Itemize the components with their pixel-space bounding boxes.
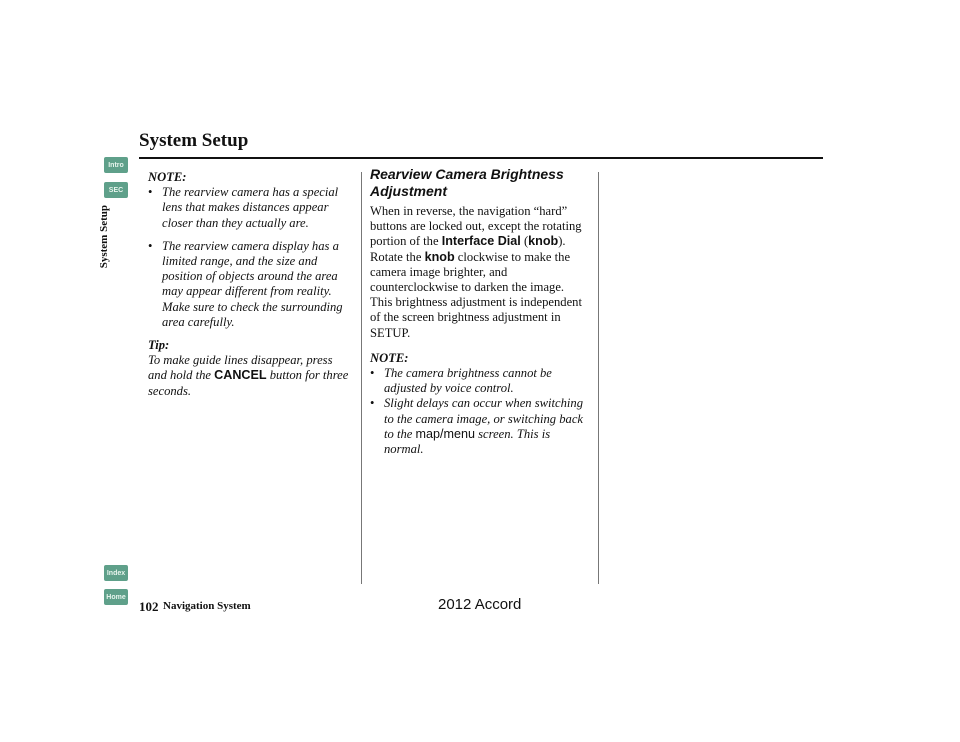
index-tab-button[interactable]: Index <box>104 565 128 581</box>
body-paragraph: When in reverse, the navigation “hard” buttons are locked out, except the rotating portion of the Interface Dial (knob). Rotate the knob clockwise to make the camera image brighter, and counterclockwise to darken the image. This brightness adjustment is independent of the screen brightness adjustment in SETUP. <box>370 204 582 340</box>
note-item: • The rearview camera display has a limited range, and the size and position of objects around the area may appear different from reality. Make sure to check the surrounding area carefully. <box>148 239 353 330</box>
note-label: NOTE: <box>370 350 409 365</box>
home-tab-button[interactable]: Home <box>104 589 128 605</box>
middle-column <box>370 166 585 457</box>
note-label: NOTE: <box>148 170 187 184</box>
book-title: Navigation System <box>163 600 251 612</box>
note-list <box>370 366 585 457</box>
note-item: • The rearview camera has a special lens that makes distances appear closer than they actually are. <box>148 185 353 231</box>
knob-label: knob <box>424 249 455 264</box>
tip-label: Tip: <box>148 338 170 353</box>
section-heading: Rearview Camera Brightness Adjustment <box>370 166 564 199</box>
tip-text: To make guide lines disappear, press and hold the CANCEL button for three seconds. <box>148 353 349 398</box>
column-divider-right <box>598 172 599 584</box>
left-column <box>148 170 353 399</box>
interface-dial-label: Interface Dial <box>441 234 521 249</box>
section-side-label: System Setup <box>98 205 110 269</box>
model-year-label: 2012 Accord <box>438 596 522 613</box>
title-rule <box>139 157 823 159</box>
cancel-button-label: CANCEL <box>214 368 267 383</box>
column-divider-left <box>361 172 362 584</box>
page-number: 102 <box>139 599 159 614</box>
page-title: System Setup <box>139 130 249 151</box>
sec-tab-button[interactable]: SEC <box>104 182 128 198</box>
knob-label: knob <box>528 234 559 249</box>
map-menu-label: map/menu <box>415 426 475 441</box>
note-list <box>148 185 353 330</box>
note-item: • The camera brightness cannot be adjusted by voice control. <box>370 366 585 396</box>
note-item: • Slight delays can occur when switching to the camera image, or switching back to the map/menu screen. This is normal. <box>370 396 585 457</box>
intro-tab-button[interactable]: Intro <box>104 157 128 173</box>
